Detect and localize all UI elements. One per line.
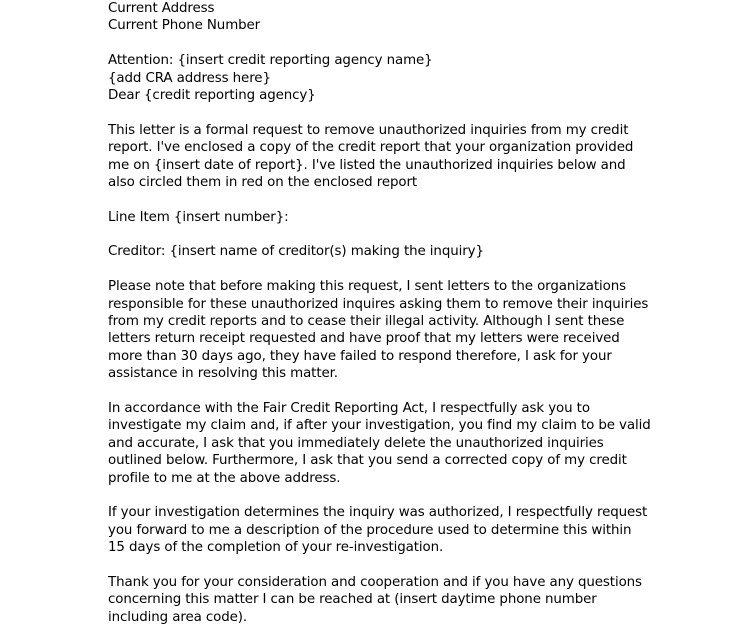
paragraph-line: If your investigation determines the inquiry was authorized, I respectfully request xyxy=(108,505,648,521)
paragraph-line: 15 days of the completion of your re-investigation. xyxy=(108,540,444,556)
paragraph-line: me on {insert date of report}. I've listed the unauthorized inquiries below and xyxy=(108,157,626,173)
paragraph-line: more than 30 days ago, they have failed to respond therefore, I ask for your xyxy=(108,348,612,364)
paragraph-line: concerning this matter I can be reached at (insert daytime phone number xyxy=(108,592,597,608)
recipient-address: {add CRA address here} xyxy=(108,70,271,86)
letter-body xyxy=(108,0,651,626)
paragraph-line: Thank you for your consideration and cooperation and if you have any questions xyxy=(108,574,642,590)
line-item: Line Item {insert number}: xyxy=(108,209,289,225)
sender-block xyxy=(108,0,608,35)
paragraph-line: investigate my claim and, if after your investigation, you find my claim to be valid xyxy=(108,418,651,434)
paragraph-line: you forward to me a description of the procedure used to determine this within xyxy=(108,522,632,538)
creditor-block xyxy=(108,243,608,260)
paragraph-request xyxy=(108,122,634,192)
paragraph-line: and accurate, I ask that you immediately delete the unauthorized inquiries xyxy=(108,435,604,451)
paragraph-line: from my credit reports and to cease their illegal activity. Although I sent these xyxy=(108,314,625,330)
paragraph-line: including area code). xyxy=(108,609,248,625)
paragraph-line: responsible for these unauthorized inquires asking them to remove their inquiries xyxy=(108,296,649,312)
paragraph-line: This letter is a formal request to remove unauthorized inquiries from my credit xyxy=(108,122,629,138)
paragraph-line: report. I've enclosed a copy of the credit report that your organization provided xyxy=(108,140,634,156)
salutation: Dear {credit reporting agency} xyxy=(108,87,316,103)
paragraph-fcra xyxy=(108,400,651,487)
line-item-block xyxy=(108,209,608,226)
paragraph-line: assistance in resolving this matter. xyxy=(108,366,338,382)
paragraph-closing xyxy=(108,574,642,626)
paragraph-line: In accordance with the Fair Credit Reporting Act, I respectfully ask you to xyxy=(108,400,590,416)
paragraph-line: Please note that before making this request, I sent letters to the organizations xyxy=(108,279,627,295)
paragraph-prior-letters xyxy=(108,278,649,382)
paragraph-investigation xyxy=(108,504,648,556)
paragraph-line: also circled them in red on the enclosed report xyxy=(108,174,418,190)
paragraph-line: letters return receipt requested and have proof that my letters were received xyxy=(108,331,620,347)
recipient-block xyxy=(108,52,608,104)
sender-phone: Current Phone Number xyxy=(108,18,261,34)
creditor-line: Creditor: {insert name of creditor(s) making the inquiry} xyxy=(108,244,484,260)
attention-line: Attention: {insert credit reporting agency name} xyxy=(108,53,433,69)
sender-address: Current Address xyxy=(108,1,215,16)
paragraph-line: profile to me at the above address. xyxy=(108,470,341,486)
paragraph-line: outlined below. Furthermore, I ask that you send a corrected copy of my credit xyxy=(108,453,627,469)
